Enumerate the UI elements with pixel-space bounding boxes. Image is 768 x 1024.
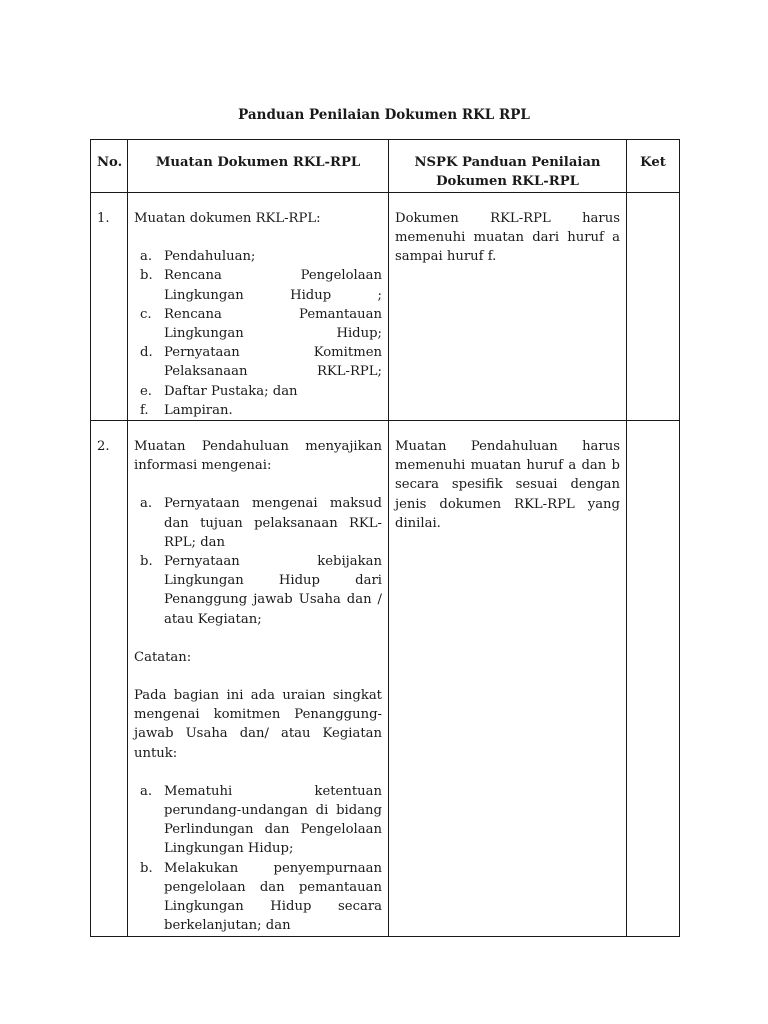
list-marker: a. (140, 783, 153, 799)
ket-cell (627, 193, 680, 421)
list-item-text: Rencana Pemantauan Lingkungan Hidup; (164, 306, 382, 342)
list-item-text: Mematuhi ketentuan perundang-undangan di bidang Perlindungan dan Pengelolaan Lingkungan Hidup; (164, 783, 382, 857)
header-no: No. (91, 140, 128, 193)
list-item-text: Daftar Pustaka; dan (164, 383, 298, 399)
muatan-cell (128, 421, 389, 936)
list-marker: e. (140, 383, 152, 399)
list-item-text: Pendahuluan; (164, 249, 256, 265)
nspk-cell: Dokumen RKL-RPL harus memenuhi muatan dari huruf a sampai huruf f. (389, 193, 627, 421)
list-marker: d. (140, 345, 153, 361)
list-marker: a. (140, 249, 153, 265)
list-item (134, 247, 382, 266)
muatan-cell (128, 193, 389, 421)
table-row (91, 421, 680, 936)
list-marker: b. (140, 268, 153, 284)
muatan-list (134, 494, 382, 628)
muatan-intro: Muatan dokumen RKL-RPL: (134, 211, 321, 226)
list-item (134, 266, 382, 304)
catatan-label: Catatan: (134, 649, 192, 665)
list-marker: b. (140, 554, 153, 570)
list-item-text: Rencana Pengelolaan Lingkungan Hidup ; (164, 268, 382, 303)
list-item (134, 343, 382, 381)
page-title: Panduan Penilaian Dokumen RKL RPL (238, 107, 530, 123)
row-number: 2. (91, 421, 128, 936)
list-item-text: Pernyataan mengenai maksud dan tujuan pelaksanaan RKL-RPL; dan (164, 496, 382, 550)
ket-cell (627, 421, 680, 936)
list-item (134, 782, 382, 859)
catatan-list (134, 782, 382, 936)
table-row (91, 193, 680, 421)
header-nspk: NSPK Panduan Penilaian Dokumen RKL-RPL (389, 140, 627, 193)
row-number: 1. (91, 193, 128, 421)
list-item-text: Pernyataan kebijakan Lingkungan Hidup dari Penanggung jawab Usaha dan / atau Kegiatan; (164, 554, 382, 627)
assessment-table (90, 139, 680, 937)
list-marker: b. (140, 860, 153, 876)
list-marker: a. (140, 496, 153, 512)
list-item (134, 859, 382, 936)
catatan-text: Pada bagian ini ada uraian singkat mengenai komitmen Penanggung-jawab Usaha dan/ atau Kegiatan untuk: (134, 688, 382, 761)
header-ket: Ket (627, 140, 680, 193)
muatan-list (134, 247, 382, 420)
list-item-text: Melakukan penyempurnaan pengelolaan dan pemantauan Lingkungan Hidup secara berkelanjutan; dan (164, 860, 382, 934)
list-item (134, 494, 382, 552)
list-item (134, 382, 382, 401)
header-muatan: Muatan Dokumen RKL-RPL (128, 140, 389, 193)
table-header-row (91, 140, 680, 193)
list-item-text: Lampiran. (164, 402, 233, 418)
list-item (134, 552, 382, 629)
list-item (134, 401, 382, 420)
nspk-cell: Muatan Pendahuluan harus memenuhi muatan huruf a dan b secara spesifik sesuai dengan jenis dokumen RKL-RPL yang dinilai. (389, 421, 627, 936)
muatan-intro: Muatan Pendahuluan menyajikan informasi mengenai: (134, 439, 382, 474)
list-marker: c. (140, 306, 152, 322)
list-item-text: Pernyataan Komitmen Pelaksanaan RKL-RPL; (164, 345, 382, 380)
list-marker: f. (140, 402, 149, 418)
list-item (134, 305, 382, 343)
